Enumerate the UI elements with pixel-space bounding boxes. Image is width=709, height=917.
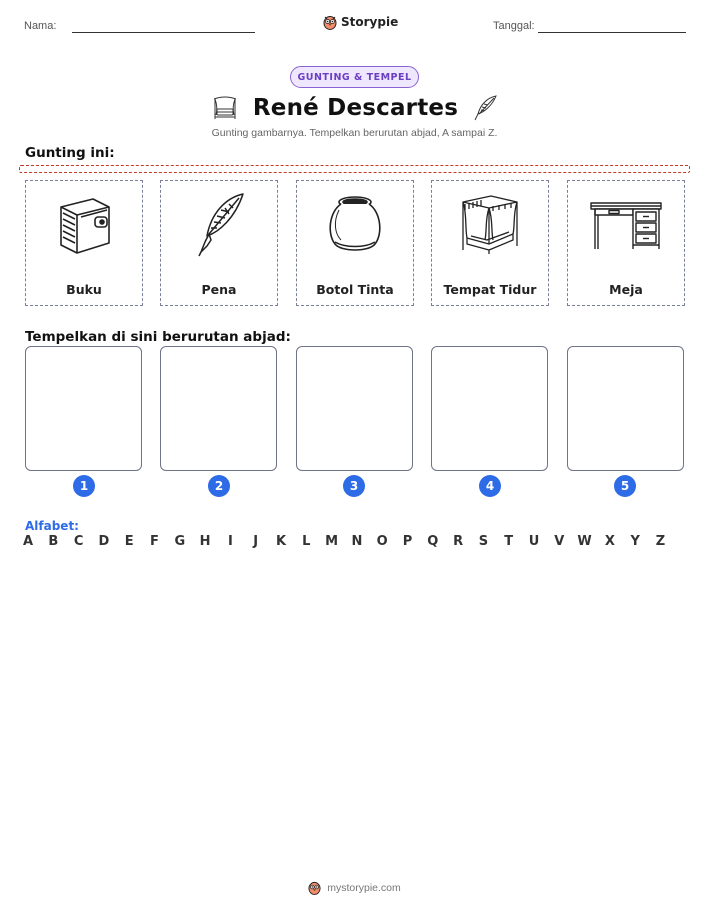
paste-box-4[interactable] <box>431 346 548 471</box>
worksheet-header <box>24 14 686 40</box>
cut-card-botol-tinta[interactable] <box>296 180 414 306</box>
cut-card-pena[interactable] <box>160 180 278 306</box>
paste-box-3[interactable] <box>296 346 413 471</box>
alphabet-letter: Z <box>655 534 666 549</box>
cut-line <box>19 165 690 173</box>
cut-card-label: Tempat Tidur <box>443 282 537 297</box>
alphabet-letter: T <box>504 534 514 549</box>
alphabet-row <box>22 534 685 550</box>
owl-mascot-icon <box>308 880 321 895</box>
book-icon <box>51 193 117 257</box>
title-row <box>0 92 709 124</box>
alphabet-letter: I <box>227 534 233 549</box>
cut-card-buku[interactable] <box>25 180 143 306</box>
alphabet-label: Alfabet: <box>25 519 79 533</box>
brand-name: Storypie <box>341 15 399 29</box>
alphabet-letter: X <box>604 534 615 549</box>
alphabet-letter: K <box>275 534 287 549</box>
number-badge-1: 1 <box>73 475 95 497</box>
paste-box-5[interactable] <box>567 346 684 471</box>
alphabet-letter: M <box>325 534 339 549</box>
cut-card-label: Botol Tinta <box>316 282 394 297</box>
alphabet-letter: O <box>376 534 388 549</box>
number-badge-5: 5 <box>614 475 636 497</box>
paste-box-1[interactable] <box>25 346 142 471</box>
cut-card-label: Buku <box>66 282 102 297</box>
alphabet-letter: E <box>124 534 134 549</box>
alphabet-letter: F <box>150 534 159 549</box>
activity-badge: GUNTING & TEMPEL <box>290 66 419 88</box>
date-label: Tanggal: <box>493 20 535 32</box>
number-badge-2: 2 <box>208 475 230 497</box>
date-field-line[interactable] <box>538 32 686 33</box>
alphabet-letter: P <box>402 534 413 549</box>
name-field-line[interactable] <box>72 32 255 33</box>
cut-card-meja[interactable] <box>567 180 685 306</box>
alphabet-letter: R <box>453 534 464 549</box>
instructions: Gunting gambarnya. Tempelkan berurutan abjad, A sampai Z. <box>211 127 498 139</box>
alphabet-letter: G <box>174 534 186 549</box>
alphabet-letter: J <box>253 534 259 549</box>
cut-section-label: Gunting ini: <box>25 145 115 161</box>
alphabet-letter: Q <box>427 534 439 549</box>
alphabet-letter: W <box>577 534 592 549</box>
cut-card-tempat-tidur[interactable] <box>431 180 549 306</box>
cut-card-label: Pena <box>201 282 237 297</box>
number-badge-4: 4 <box>479 475 501 497</box>
alphabet-letter: H <box>199 534 211 549</box>
footer <box>0 880 709 895</box>
cut-card-label: Meja <box>609 282 643 297</box>
page-title: René Descartes <box>252 95 459 121</box>
brand-logo <box>323 14 398 30</box>
alphabet-letter: C <box>73 534 84 549</box>
alphabet-letter: S <box>478 534 489 549</box>
paste-box-2[interactable] <box>160 346 277 471</box>
alphabet-letter: U <box>528 534 540 549</box>
alphabet-letter: Y <box>630 534 640 549</box>
canopy-bed-icon <box>457 194 523 256</box>
alphabet-letter: V <box>554 534 565 549</box>
quill-icon <box>472 94 498 122</box>
desk-icon <box>589 197 663 253</box>
number-badge-3: 3 <box>343 475 365 497</box>
canopy-bed-icon <box>211 95 239 121</box>
ink-pot-icon <box>325 194 385 256</box>
quill-pen-icon <box>189 190 249 260</box>
alphabet-letter: L <box>302 534 311 549</box>
footer-url[interactable]: mystorypie.com <box>327 881 401 894</box>
alphabet-letter: N <box>351 534 363 549</box>
alphabet-letter: A <box>22 534 34 549</box>
owl-mascot-icon <box>323 14 337 30</box>
paste-section-label: Tempelkan di sini berurutan abjad: <box>25 329 291 345</box>
alphabet-letter: B <box>48 534 59 549</box>
name-label: Nama: <box>24 20 57 32</box>
alphabet-letter: D <box>98 534 110 549</box>
